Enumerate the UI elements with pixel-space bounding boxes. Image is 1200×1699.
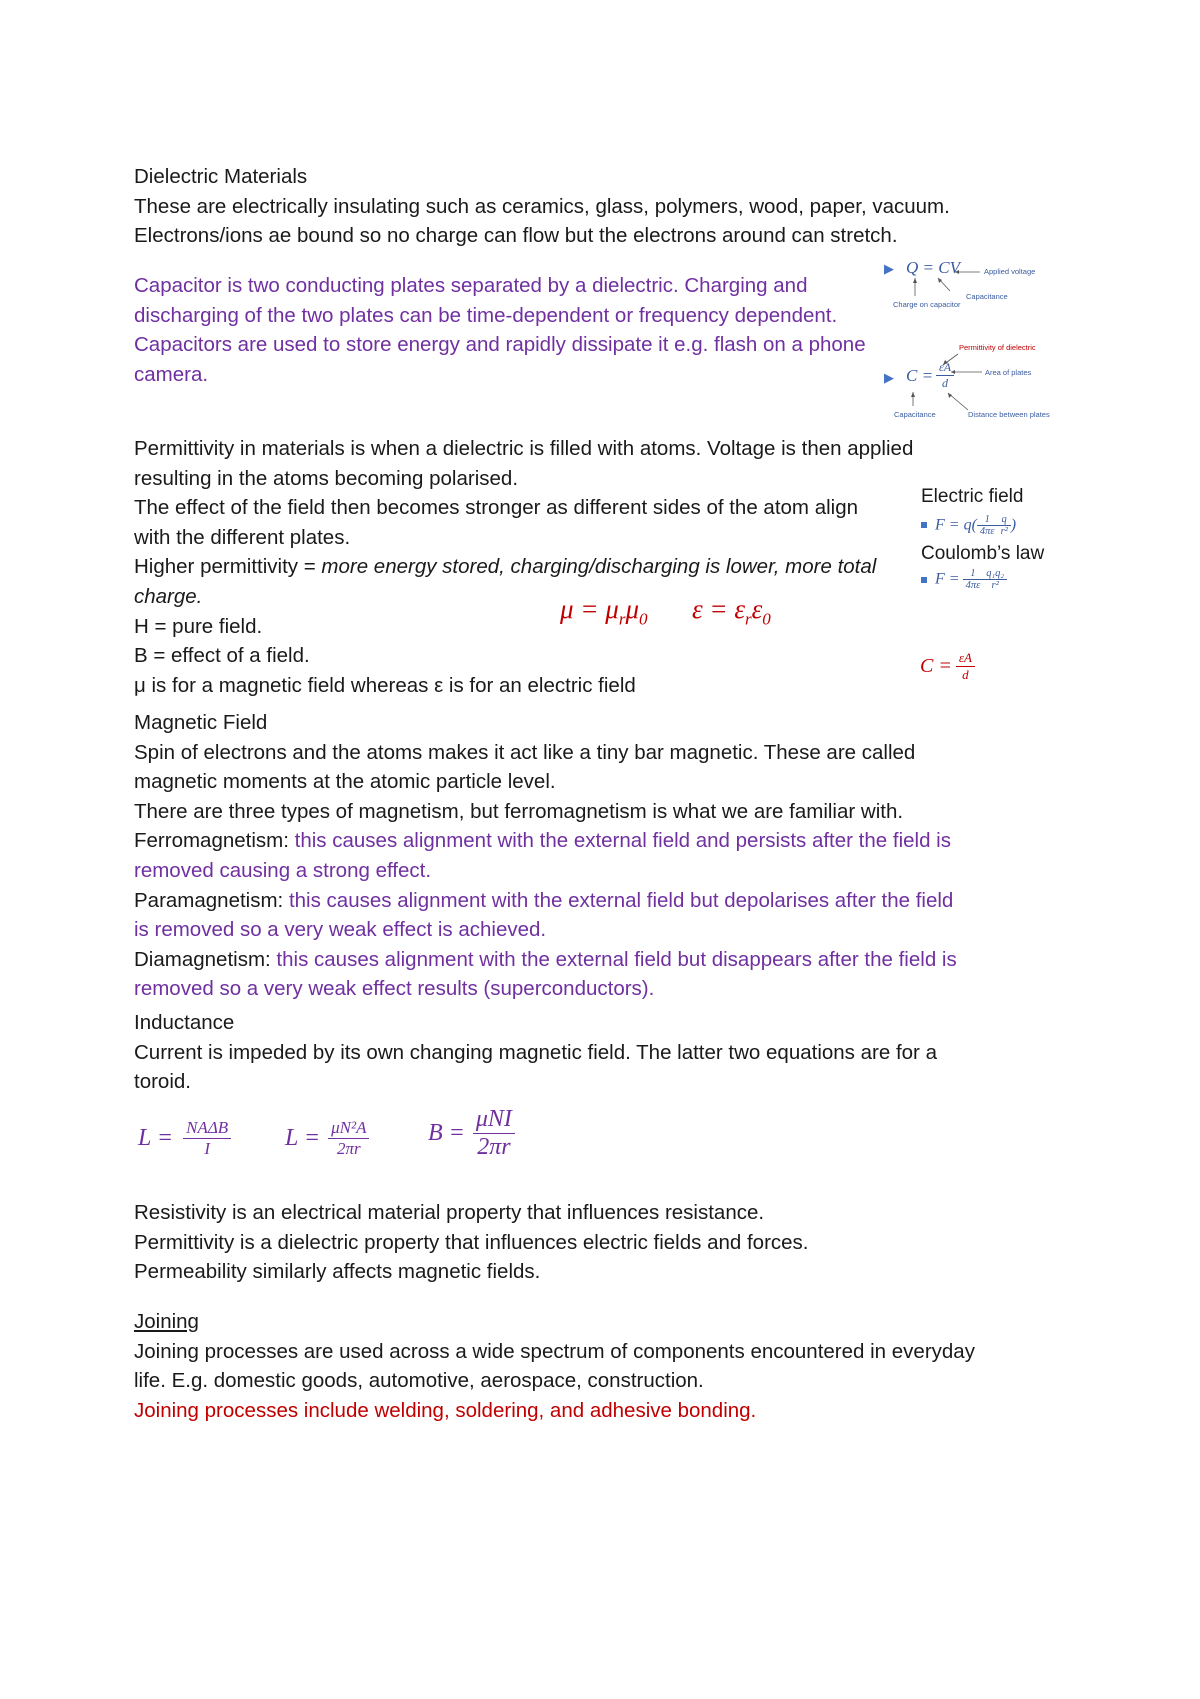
mu-epsilon-line: μ is for a magnetic field whereas ε is for an electric field [134,673,636,697]
inductance-title: Inductance [134,1011,235,1034]
inductance-line-1: Current is impeded by its own changing magnetic field. The latter two equations are for a [134,1040,937,1064]
magnetic-field-toroid-equation: B = $\frac{\text{μNI}}{2\pi r}$ [428,1106,515,1161]
field-sidebar [921,482,1081,591]
eq1-fraction: $\frac{\text{NAΔB}}{I}$ [183,1118,231,1159]
joining-title: Joining [134,1310,199,1333]
distance-between-plates-label: Distance between plates [968,410,1050,419]
charge-equation: Q = CV [906,258,960,277]
joining-section [134,1307,975,1425]
diamagnetism-line-1: Diamagnetism: this causes alignment with the external field but disappears after the field is [134,947,957,971]
capacitor-line-4: camera. [134,362,209,386]
inductance-section [134,1008,937,1097]
permeability-equation: $\mu = \mu_r\mu_0$ [560,594,648,629]
ferromagnetism-line-2: removed causing a strong effect. [134,858,432,882]
diagram-arrows [880,256,1070,426]
dielectric-line-1: These are electrically insulating such as ceramics, glass, polymers, wood, paper, vacuum. [134,194,950,218]
dielectric-line-2: Electrons/ions ae bound so no charge can flow but the electrons around can stretch. [134,224,898,248]
cl-fraction-2: $\frac{\text{q₁q₂}}{\text{r²}}$ [983,568,1007,591]
capacitor-line-1: Capacitor is two conducting plates separated by a dielectric. Charging and [134,274,808,297]
permittivity-line-3: The effect of the field then becomes stronger as different sides of the atom align [134,496,859,520]
ef-fraction-1: $\frac{1}{4\pi\varepsilon}$ [977,514,998,537]
bullet-triangle-icon-2: ▶ [884,370,894,385]
capacitance-denominator: d [942,376,949,390]
capacitance-label-top: Capacitance [966,292,1008,301]
permittivity-line-2: resulting in the atoms becoming polarised. [134,466,519,490]
b-field-line: B = effect of a field. [134,644,310,668]
diamagnetism-line-2: removed so a very weak effect results (superconductors). [134,977,655,1001]
area-of-plates-label: Area of plates [985,368,1032,377]
sidebar-c-fraction: $\frac{\varepsilon A}{d}$ [956,650,975,683]
inductance-line-2: toroid. [134,1070,191,1094]
h-field-line: H = pure field. [134,614,263,638]
dielectric-section [134,162,950,251]
higher-permittivity-plain: Higher permittivity = [134,555,322,579]
charge-italic: charge. [134,584,203,608]
permittivity-line-5 [134,552,913,582]
capacitor-line-3: Capacitors are used to store energy and rapidly dissipate it e.g. flash on a phone [134,333,866,357]
paramagnetism-line-1: Paramagnetism: this causes alignment with the external field but depolarises after the field [134,888,954,912]
permittivity-of-dielectric-label: Permittivity of dielectric [959,343,1036,352]
ef-fraction-2: $\frac{q}{\text{r²}}$ [998,514,1011,537]
permittivity-line-6 [134,582,913,612]
bullet-square-icon-2 [921,577,927,583]
magnetic-line-1: Spin of electrons and the atoms makes it act like a tiny bar magnetic. These are called [134,740,916,764]
cl-fraction-1: $\frac{1}{4\pi\varepsilon}$ [963,568,984,591]
capacitor-line-2: discharging of the two plates can be time-dependent or frequency dependent. [134,303,838,327]
applied-voltage-label: Applied voltage [984,267,1036,276]
magnetic-section [134,708,957,1004]
electric-field-title: Electric field [921,486,1024,507]
permittivity-equation: $\varepsilon = \varepsilon_r\varepsilon_0$ [692,594,771,629]
capacitance-equation-sidebar: C = $\frac{\varepsilon A}{d}$ [920,650,975,683]
coulombs-law-equation: F = $\frac{1}{4\pi\varepsilon}$ $\frac{\text{q₁q₂}}{\text{r²}}$ [921,568,1081,591]
permittivity-line-1: Permittivity in materials is when a dielectric is filled with atoms. Voltage is then applied [134,437,914,460]
properties-section [134,1198,809,1287]
capacitance-fraction [936,360,954,391]
electric-field-equation: F = q( $\frac{1}{4\pi\varepsilon}$ $\frac{q}{\text{r²}}$ ) [921,514,1081,537]
permittivity-section [134,434,913,700]
dielectric-title: Dielectric Materials [134,165,308,188]
higher-permittivity-italic: more energy stored, charging/discharging is lower, more total [321,555,877,579]
permeability-line: Permeability similarly affects magnetic fields. [134,1260,541,1284]
bullet-square-icon [921,522,927,528]
permittivity-line-4: with the different plates. [134,525,351,549]
capacitance-numerator: εA [936,360,954,376]
joining-line-2: life. E.g. domestic goods, automotive, aerospace, construction. [134,1369,704,1393]
bullet-triangle-icon: ▶ [884,261,894,276]
joining-line-1: Joining processes are used across a wide spectrum of components encountered in everyday [134,1339,975,1363]
charge-on-capacitor-label: Charge on capacitor [893,300,961,309]
capacitor-paragraph [134,271,866,389]
magnetic-line-3: There are three types of magnetism, but ferromagnetism is what we are familiar with. [134,799,904,823]
paramagnetism-line-2: is removed so a very weak effect is achieved. [134,918,547,942]
resistivity-line: Resistivity is an electrical material property that influences resistance. [134,1201,765,1224]
magnetic-title: Magnetic Field [134,711,268,734]
ferromagnetism-line-1: Ferromagnetism: this causes alignment with the external field and persists after the field is [134,829,951,853]
eq3-fraction: $\frac{\text{μNI}}{2\pi r}$ [473,1106,515,1161]
magnetic-line-2: magnetic moments at the atomic particle level. [134,770,556,794]
capacitance-equation-left: C = [906,366,934,385]
inductance-equation-1: L = $\frac{\text{NAΔB}}{I}$ [138,1118,231,1159]
coulombs-law-title: Coulomb’s law [921,542,1045,564]
joining-line-3: Joining processes include welding, soldering, and adhesive bonding. [134,1398,757,1422]
eq2-fraction: $\frac{\text{μN²A}}{2\pi r}$ [328,1118,369,1159]
inductance-equation-2: L = $\frac{\text{μN²A}}{2\pi r}$ [285,1118,369,1159]
capacitance-label-bottom: Capacitance [894,410,936,419]
permittivity-property-line: Permittivity is a dielectric property that influences electric fields and forces. [134,1230,809,1254]
capacitor-diagram [880,256,1070,426]
